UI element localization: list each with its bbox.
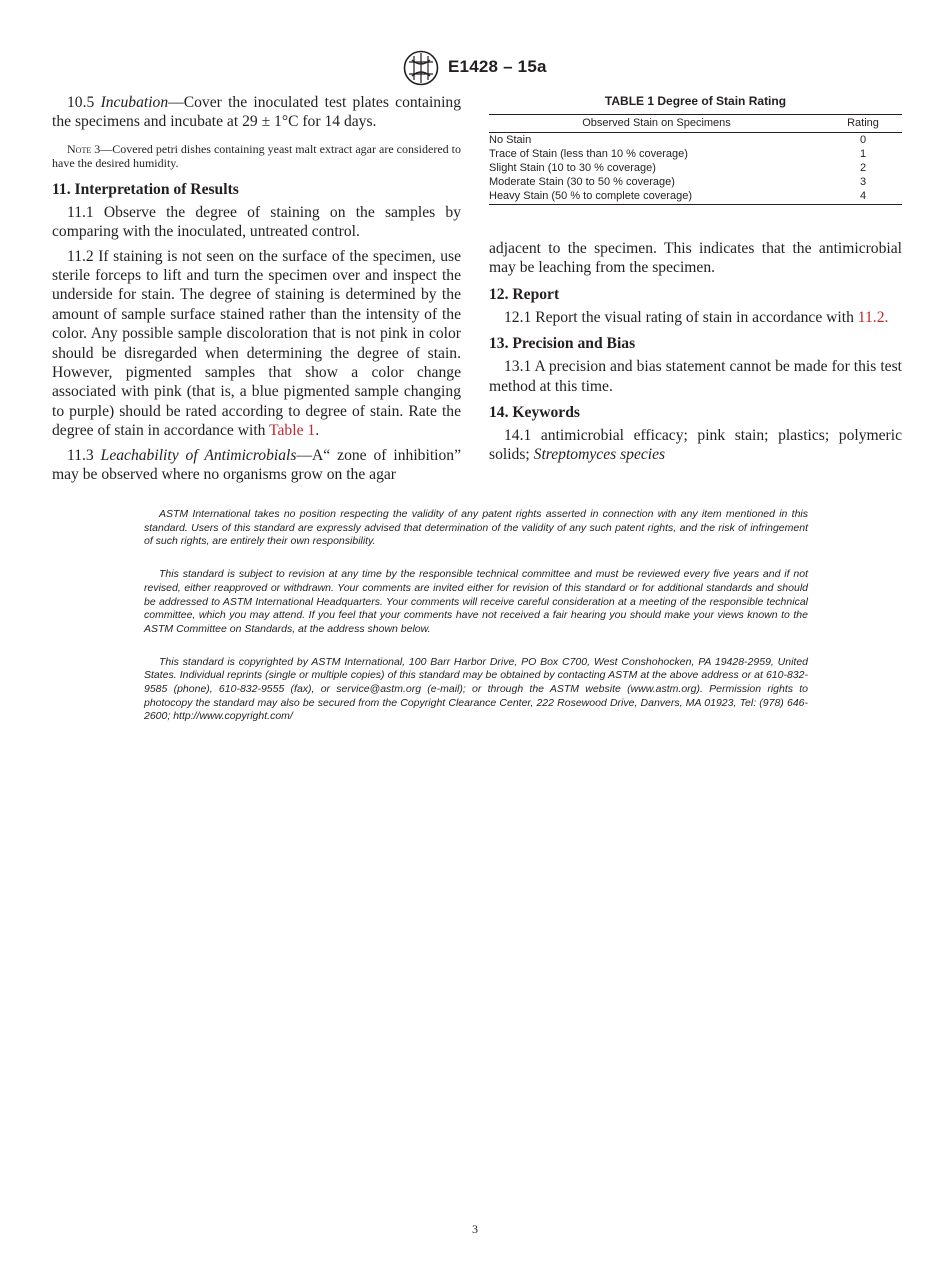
revision-notice: This standard is subject to revision at any time by the responsible technical committee and must be reviewed every five years and if not revised, either reapproved or withdrawn. Your comments are invited either for revision of this standard or for additional standards and should be addressed to ASTM International Headquarters. Your comments will receive careful consideration at a meeting of the responsible technical committee, which you may attend. If you feel that your comments have not received a fair hearing you should make your views known to the ASTM Committee on Standards, at the address shown below. bbox=[144, 568, 808, 635]
section-14-heading: 14. Keywords bbox=[489, 404, 580, 422]
paragraph-10-5: 10.5 Incubation—Cover the inoculated test plates containing the specimens and incubate at 29 ± 1°C for 14 days. bbox=[52, 94, 461, 131]
table-title: TABLE 1 Degree of Stain Rating bbox=[604, 94, 787, 108]
paragraph-11-1: 11.1 Observe the degree of staining on the samples by comparing with the inoculated, untreated control. bbox=[52, 203, 461, 241]
table-1-link[interactable]: Table 1 bbox=[269, 422, 316, 440]
section-11-heading: 11. Interpretation of Results bbox=[52, 180, 239, 198]
patent-notice: ASTM International takes no position respecting the validity of any patent rights asserted in connection with any item mentioned in this standard. Users of this standard are expressly advised that determination of the validity of any such patent rights, and the risk of infringement of such rights, are entirely their own responsibility. bbox=[144, 508, 808, 548]
stain-rating-table bbox=[489, 114, 902, 205]
table-header-stain: Observed Stain on Specimens bbox=[489, 115, 824, 133]
section-11-2-link[interactable]: 11.2. bbox=[857, 308, 889, 326]
table-row: Moderate Stain (30 to 50 % coverage) 3 bbox=[489, 176, 867, 188]
copyright-notice: This standard is copyrighted by ASTM International, 100 Barr Harbor Drive, PO Box C700, West Conshohocken, PA 19428-2959, United States. Individual reprints (single or multiple copies) of this standard may be obtained by contacting ASTM at the above address or at 610-832-9585 (phone), 610-832-9555 (fax), or service@astm.org (e-mail); or through the ASTM website (www.astm.org). Permission rights to photocopy the standard may also be secured from the Copyright Clearance Center, 222 Rosewood Drive, Danvers, MA 01923, Tel: (978) 646-2600; http://www.copyright.com/ bbox=[144, 655, 808, 723]
left-column bbox=[52, 93, 461, 490]
astm-logo-icon bbox=[403, 50, 439, 86]
page-number: 3 bbox=[472, 1222, 478, 1236]
table-row: Heavy Stain (50 % to complete coverage) 4 bbox=[489, 189, 902, 205]
paragraph-11-2: 11.2 If staining is not seen on the surface of the specimen, use sterile forceps to lift and turn the specimen over and inspect the underside for stain. The degree of staining is determined by the amount of sample surface stained rather than the intensity of the color. Any possible sample discoloration that is not pink in color should be disregarded when determining the degree of stain. However, pigmented samples that show a color change associated with pink (that is, a blue pigmented sample changing to purple) should be rated according to degree of stain. Rate the degree of stain in accordance with Table 1. bbox=[52, 247, 461, 440]
note-3: Note 3—Covered petri dishes containing yeast malt extract agar are considered to have the desired humidity. bbox=[52, 141, 461, 171]
paragraph-11-3: 11.3 Leachability of Antimicrobials—A“ zone of inhibition” may be observed where no organisms grow on the agar bbox=[52, 446, 461, 484]
table-row: Slight Stain (10 to 30 % coverage) 2 bbox=[489, 162, 867, 174]
section-13-heading: 13. Precision and Bias bbox=[489, 335, 636, 353]
section-12-heading: 12. Report bbox=[489, 285, 560, 303]
paragraph-13-1: 13.1 A precision and bias statement cannot be made for this test method at this time. bbox=[489, 358, 902, 395]
table-row: Trace of Stain (less than 10 % coverage) 1 bbox=[489, 148, 867, 160]
paragraph-11-3-continued: adjacent to the specimen. This indicates that the antimicrobial may be leaching from the specimen. bbox=[489, 240, 902, 277]
standard-designation: E1428 – 15a bbox=[448, 57, 547, 76]
paragraph-12-1: 12.1 Report the visual rating of stain in accordance with 11.2. bbox=[504, 308, 889, 326]
legal-notices bbox=[144, 508, 808, 743]
table-header-rating: Rating bbox=[824, 115, 902, 133]
paragraph-14-1: 14.1 antimicrobial efficacy; pink stain; plastics; polymeric solids; Streptomyces species bbox=[489, 427, 902, 464]
table-row: No Stain 0 bbox=[489, 134, 867, 146]
right-column bbox=[489, 93, 902, 470]
page-header bbox=[0, 50, 950, 86]
